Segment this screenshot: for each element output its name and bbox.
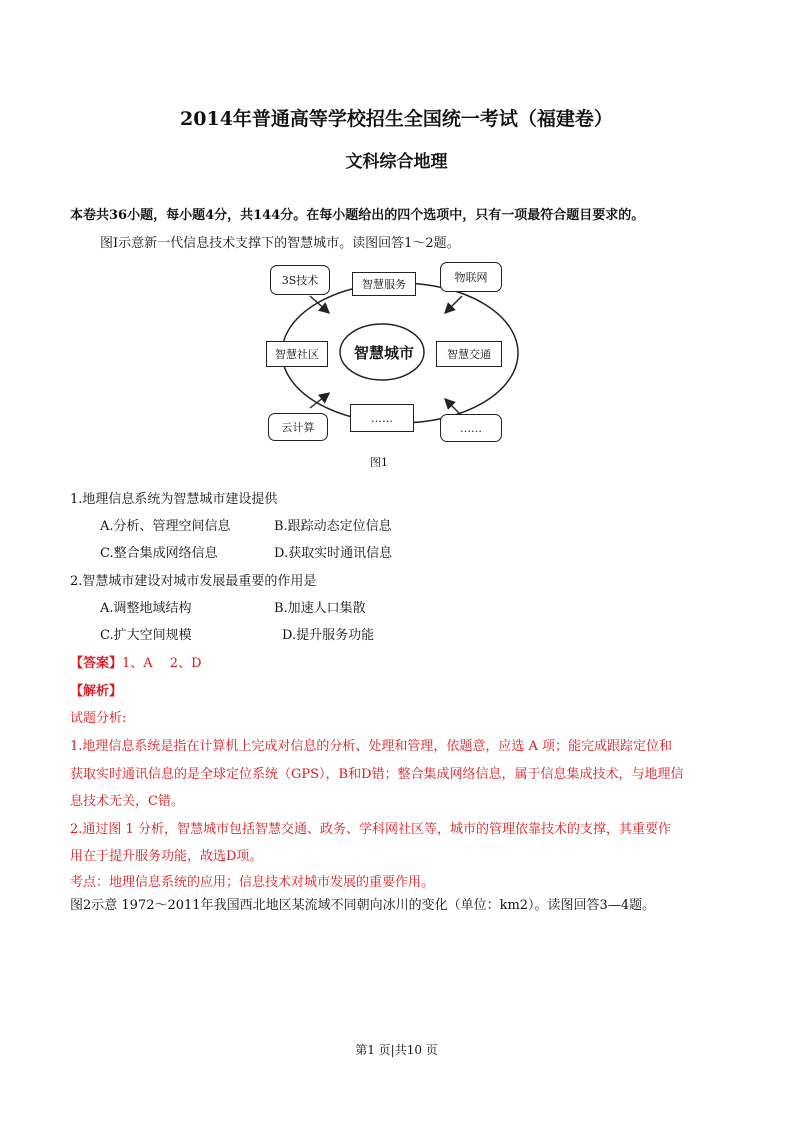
analysis-line-1: 1.地理信息系统是指在计算机上完成对信息的分析、处理和管理，依题意，应选 A 项；能完成跟踪定位和 bbox=[70, 739, 673, 754]
q1-option-b: B.跟踪动态定位信息 bbox=[274, 519, 392, 534]
answer-value: 1、A 2、D bbox=[122, 656, 202, 671]
exam-title: 2014年普通高等学校招生全国统一考试（福建卷） bbox=[180, 108, 613, 130]
section-instructions: 本卷共36小题，每小题4分，共144分。在每小题给出的四个选项中，只有一项最符合题目要求的。 bbox=[70, 208, 645, 223]
question-2-stem: 2.智慧城市建设对城市发展最重要的作用是 bbox=[70, 574, 317, 589]
smart-city-diagram bbox=[258, 256, 550, 474]
figure1-intro: 图Ⅰ示意新一代信息技术支撑下的智慧城市。读图回答1～2题。 bbox=[100, 236, 460, 251]
node-cloud-computing: 云计算 bbox=[268, 413, 328, 441]
node-3s-technology: 3S技术 bbox=[270, 265, 330, 295]
node-placeholder-bottom: …… bbox=[350, 404, 414, 432]
figure1-label: 图1 bbox=[370, 456, 388, 469]
node-placeholder-bottom-right: …… bbox=[440, 414, 502, 442]
q2-option-b: B.加速人口集散 bbox=[274, 601, 366, 616]
q2-option-d: D.提升服务功能 bbox=[282, 628, 375, 643]
analysis-heading: 试题分析: bbox=[70, 711, 127, 726]
page-footer: 第1 页|共10 页 bbox=[355, 1043, 438, 1057]
answer-line bbox=[70, 652, 202, 671]
question-1-stem: 1.地理信息系统为智慧城市建设提供 bbox=[70, 492, 278, 507]
figure2-intro: 图2示意 1972～2011年我国西北地区某流域不同朝向冰川的变化（单位：km2）。读图回答3—4题。 bbox=[70, 898, 656, 913]
analysis-line-4: 2.通过图 1 分析，智慧城市包括智慧交通、政务、学科网社区等，城市的管理依靠技术的支撑，其重要作 bbox=[70, 822, 671, 837]
analysis-line-2: 获取实时通讯信息的是全球定位系统（GPS），B和D错；整合集成网络信息，属于信息集成技术，与地理信 bbox=[70, 767, 684, 782]
analysis-line-5: 用在于提升服务功能，故选D项。 bbox=[70, 849, 263, 864]
analysis-label: 【解析】 bbox=[70, 684, 123, 699]
node-internet-of-things: 物联网 bbox=[440, 262, 502, 292]
analysis-key-point: 考点：地理信息系统的应用；信息技术对城市发展的重要作用。 bbox=[70, 875, 435, 890]
node-smart-community: 智慧社区 bbox=[266, 341, 328, 367]
exam-subtitle: 文科综合地理 bbox=[345, 152, 448, 172]
q2-option-c: C.扩大空间规模 bbox=[100, 628, 192, 643]
q1-option-d: D.获取实时通讯信息 bbox=[274, 546, 393, 561]
analysis-line-3: 息技术无关，C错。 bbox=[70, 794, 184, 809]
q2-option-a: A.调整地域结构 bbox=[100, 601, 192, 616]
node-smart-traffic: 智慧交通 bbox=[436, 341, 502, 367]
q1-option-a: A.分析、管理空间信息 bbox=[100, 519, 231, 534]
q1-option-c: C.整合集成网络信息 bbox=[100, 546, 218, 561]
answer-label: 【答案】 bbox=[70, 656, 123, 671]
node-smart-services: 智慧服务 bbox=[352, 272, 416, 296]
center-smart-city: 智慧城市 bbox=[353, 344, 414, 362]
